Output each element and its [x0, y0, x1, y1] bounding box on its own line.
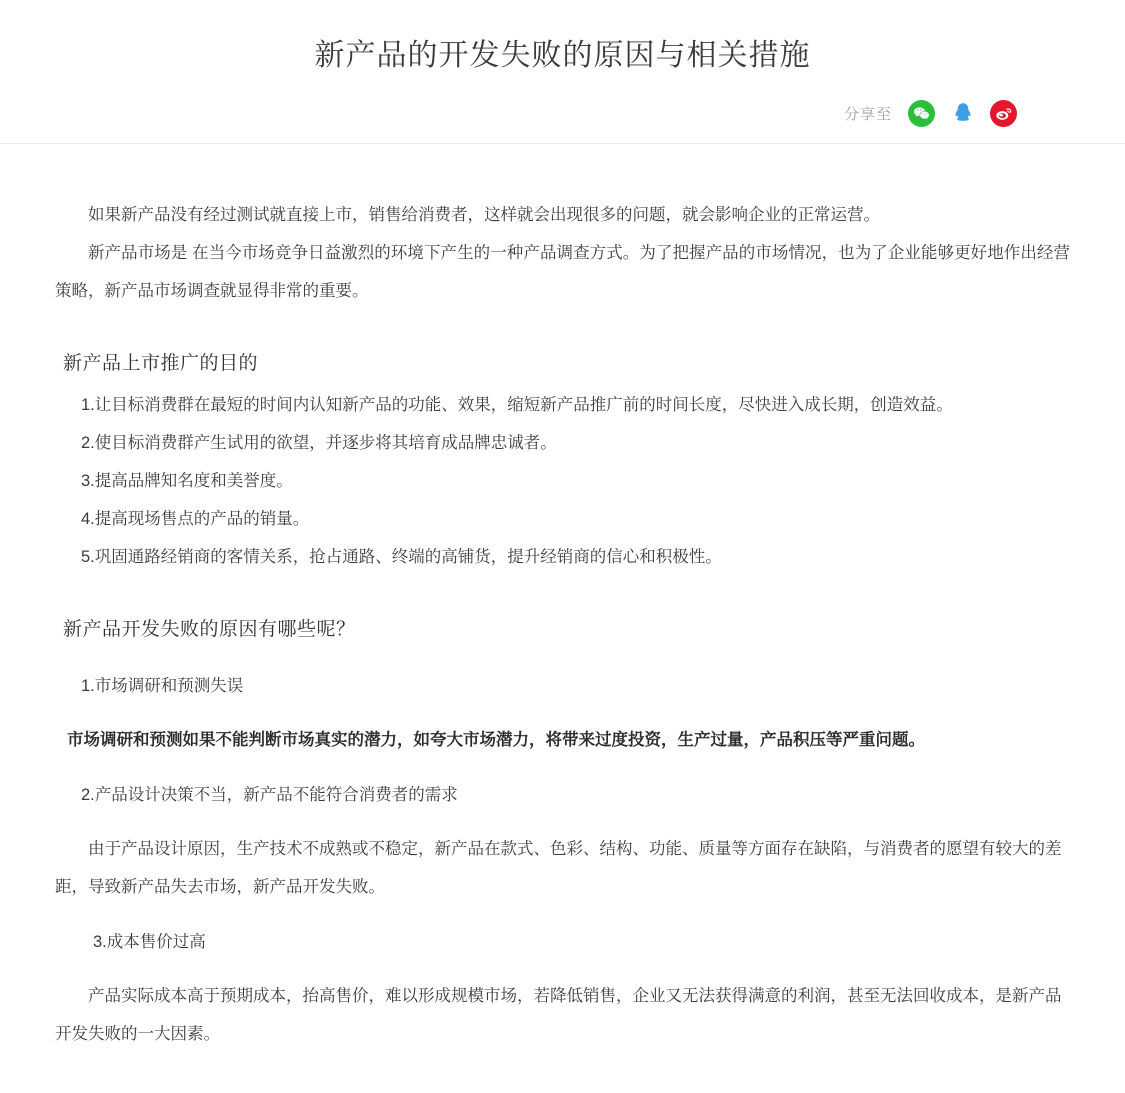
list-item: 1.让目标消费群在最短的时间内认知新产品的功能、效果，缩短新产品推广前的时间长度，尽快进入成长期，创造效益。: [81, 396, 953, 414]
wechat-icon[interactable]: [908, 100, 935, 127]
point-title: 1.市场调研和预测失误: [81, 676, 244, 695]
document-body: [0, 144, 1125, 1093]
document-header: [0, 0, 1125, 144]
section-heading-2: 新产品开发失败的原因有哪些呢？: [63, 619, 356, 640]
spacer: [55, 576, 1070, 610]
point-bold-text: 市场调研和预测如果不能判断市场真实的潜力，如夸大市场潜力，将带来过度投资，生产过量，产品积压等严重问题。: [67, 731, 925, 749]
intro-paragraph-1: 如果新产品没有经过测试就直接上市，销售给消费者，这样就会出现很多的问题，就会影响企业的正常运营。: [88, 206, 880, 224]
section-heading-1: 新产品上市推广的目的: [63, 353, 259, 374]
list-item: 3.提高品牌知名度和美誉度。: [81, 472, 293, 490]
point-body: 产品实际成本高于预期成本，抬高售价，难以形成规模市场，若降低销售，企业又无法获得满意的利润，甚至无法回收成本，是新产品开发失败的一大因素。: [55, 987, 1062, 1043]
list-item: 5.巩固通路经销商的客情关系，抢占通路、终端的高铺货，提升经销商的信心和积极性。: [81, 548, 722, 566]
share-bar: [30, 78, 1095, 143]
point-body: 由于产品设计原因，生产技术不成熟或不稳定，新产品在款式、色彩、结构、功能、质量等方面存在缺陷，与消费者的愿望有较大的差距，导致新产品失去市场，新产品开发失败。: [55, 840, 1062, 896]
list-item: 2.使目标消费群产生试用的欲望，并逐步将其培育成品牌忠诚者。: [81, 434, 557, 452]
qq-icon[interactable]: [949, 100, 976, 127]
weibo-icon[interactable]: [990, 100, 1017, 127]
intro-paragraph-2: 新产品市场是 在当今市场竞争日益激烈的环境下产生的一种产品调查方式。为了把握产品的市场情况，也为了企业能够更好地作出经营策略，新产品市场调查就显得非常的重要。: [55, 244, 1070, 300]
list-item: 4.提高现场售点的产品的销量。: [81, 510, 310, 528]
spacer: [55, 310, 1070, 344]
share-label: 分享至: [843, 106, 892, 123]
point-title: 2.产品设计决策不当，新产品不能符合消费者的需求: [81, 785, 458, 804]
point-title: 3.成本售价过高: [93, 932, 206, 951]
page-title: 新产品的开发失败的原因与相关措施: [314, 39, 811, 72]
